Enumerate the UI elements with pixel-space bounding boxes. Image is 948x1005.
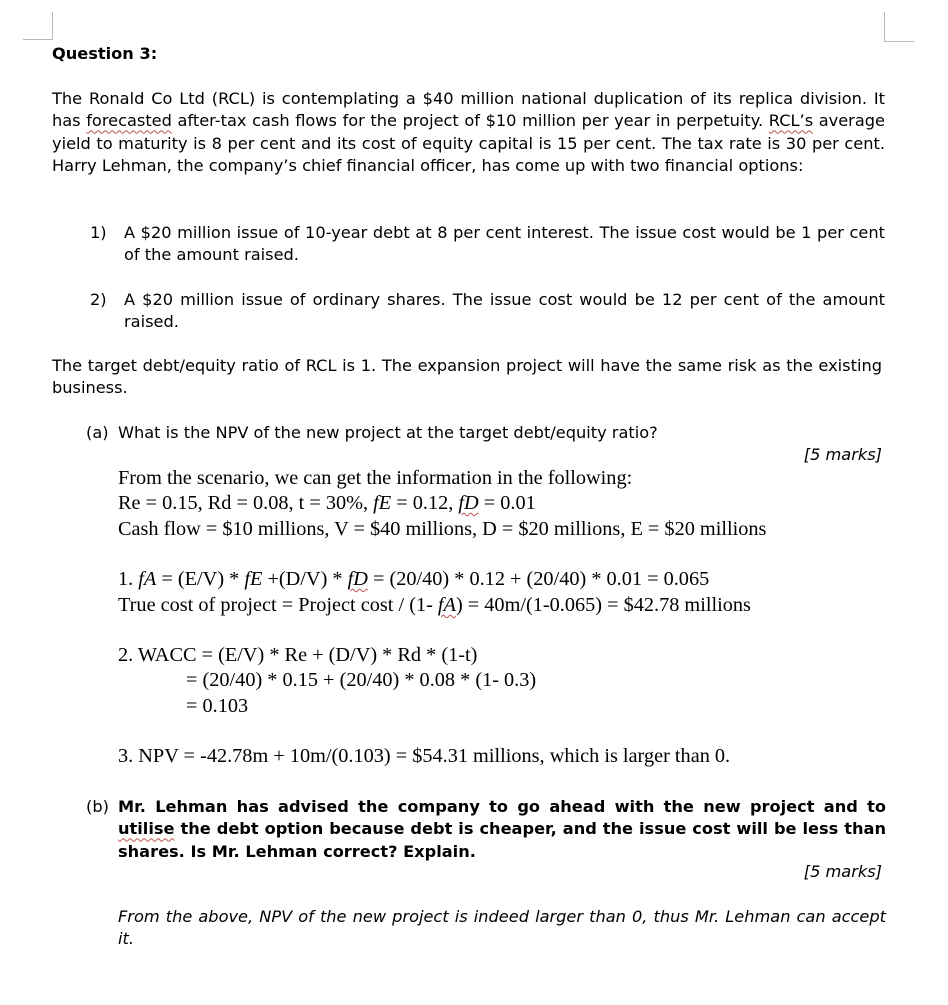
spellcheck-word: RCL’s xyxy=(768,111,814,131)
spellcheck-word: utilise xyxy=(118,819,175,839)
marks-label: [5 marks] xyxy=(803,445,882,464)
part-a-question xyxy=(86,422,886,444)
question-text: the debt option because debt is cheaper, and the issue cost will be less than shares. Is Mr. Lehman correct? Explain. xyxy=(118,819,886,861)
crop-mark-top-left xyxy=(52,12,53,39)
answer-text: = 0.01 xyxy=(478,492,536,514)
crop-mark-top-right xyxy=(884,41,914,42)
answer-line: From the scenario, we can get the information in the following: xyxy=(118,467,633,489)
crop-mark-top-left xyxy=(23,39,53,40)
spellcheck-word: forecasted xyxy=(86,111,172,131)
answer-text: = (E/V) * xyxy=(156,568,245,590)
option-item xyxy=(90,222,885,267)
intro-tail: average yield to maturity is 8 per cent and its cost of equity capital is 15 per cent. The tax rate is 30 per cent. Harry Lehman, the company’s chief financial officer, has come up with two financial options: xyxy=(52,111,885,175)
option-text: A $20 million issue of 10-year debt at 8 per cent interest. The issue cost would be 1 per cent of the amount raised. xyxy=(124,223,885,265)
marks-label: [5 marks] xyxy=(803,862,882,881)
symbol-fd: fD xyxy=(347,568,368,590)
answer-text: +(D/V) * xyxy=(262,568,348,590)
crop-mark-top-right xyxy=(884,12,885,41)
symbol-fe: fE xyxy=(244,568,263,590)
intro-lead: The Ronald Co Ltd (RCL) is contemplating a $40 million national duplication of its replica division. It has xyxy=(52,89,885,131)
part-b-question xyxy=(86,796,886,863)
answer-line: = (20/40) * 0.15 + (20/40) * 0.08 * (1- 0.3) xyxy=(186,669,537,691)
answer-text: Re = 0.15, Rd = 0.08, t = 30%, xyxy=(118,492,374,514)
option-item xyxy=(90,289,885,334)
answer-text: 1. xyxy=(118,568,139,590)
answer-text: = (20/40) * 0.12 + (20/40) * 0.01 = 0.065 xyxy=(367,568,710,590)
answer-text: ) = 40m/(1-0.065) = $42.78 millions xyxy=(455,594,751,616)
answer-step-2: 2. WACC = (E/V) * Re + (D/V) * Rd * (1-t) xyxy=(118,644,478,666)
option-number: 2) xyxy=(90,290,107,309)
question-title: Question 3: xyxy=(52,44,158,63)
answer-line: = 0.103 xyxy=(186,695,249,717)
part-question-text xyxy=(118,796,886,863)
answer-step-1 xyxy=(118,567,709,592)
symbol-fd: fD xyxy=(458,492,479,514)
target-ratio-paragraph: The target debt/equity ratio of RCL is 1. The expansion project will have the same risk as the existing business. xyxy=(52,356,882,398)
answer-step-3: 3. NPV = -42.78m + 10m/(0.103) = $54.31 millions, which is larger than 0. xyxy=(118,745,731,767)
symbol-fa: fA xyxy=(437,594,456,616)
option-number: 1) xyxy=(90,223,107,242)
part-question-text: What is the NPV of the new project at the target debt/equity ratio? xyxy=(118,423,658,442)
symbol-fa: fA xyxy=(138,568,157,590)
answer-line: Cash flow = $10 millions, V = $40 millions, D = $20 millions, E = $20 millions xyxy=(118,518,767,540)
intro-mid: after-tax cash flows for the project of $10 million per year in perpetuity. xyxy=(171,111,769,131)
part-label: (a) xyxy=(86,423,109,442)
question-intro xyxy=(52,88,885,177)
part-label: (b) xyxy=(86,797,109,816)
answer-text: True cost of project = Project cost / (1- xyxy=(118,594,438,616)
answer-line xyxy=(118,491,536,516)
answer-text: = 0.12, xyxy=(391,492,459,514)
question-text: Mr. Lehman has advised the company to go ahead with the new project and to xyxy=(118,797,886,816)
answer-line xyxy=(118,593,751,618)
option-text: A $20 million issue of ordinary shares. The issue cost would be 12 per cent of the amount raised. xyxy=(124,290,885,332)
part-b-answer: From the above, NPV of the new project is indeed larger than 0, thus Mr. Lehman can accept it. xyxy=(118,907,886,949)
symbol-fe: fE xyxy=(373,492,392,514)
